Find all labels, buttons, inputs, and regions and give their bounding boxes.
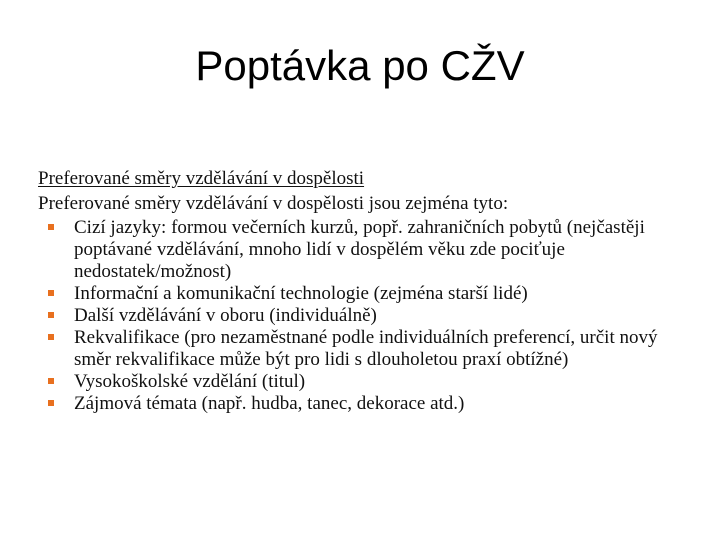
list-item bbox=[38, 371, 698, 393]
list-item bbox=[38, 283, 698, 305]
square-bullet-icon bbox=[48, 334, 54, 340]
list-item bbox=[38, 327, 698, 371]
square-bullet-icon bbox=[48, 378, 54, 384]
intro-text: Preferované směry vzdělávání v dospělosti jsou zejména tyto: bbox=[38, 193, 509, 214]
list-item-text: Zájmová témata (např. hudba, tanec, dekorace atd.) bbox=[74, 393, 465, 414]
slide-title: Poptávka po CŽV bbox=[195, 42, 525, 89]
list-item-text: Vysokoškolské vzdělání (titul) bbox=[74, 371, 306, 392]
list-item-text: Rekvalifikace (pro nezaměstnané podle individuálních preferencí, určit nový směr rekvalifikace může být pro lidi s dlouholetou praxí obtížné) bbox=[74, 327, 658, 370]
document-content bbox=[38, 168, 698, 415]
square-bullet-icon bbox=[48, 400, 54, 406]
square-bullet-icon bbox=[48, 312, 54, 318]
list-item bbox=[38, 305, 698, 327]
section-heading: Preferované směry vzdělávání v dospělosti bbox=[38, 168, 365, 189]
square-bullet-icon bbox=[48, 224, 54, 230]
list-item-text: Další vzdělávání v oboru (individuálně) bbox=[74, 305, 377, 326]
list-item bbox=[38, 217, 698, 283]
list-item-text: Cizí jazyky: formou večerních kurzů, popř. zahraničních pobytů (nejčastěji poptávané vzdělávání, mnoho lidí v dospělém věku zde pociťuje nedostatek/možnost) bbox=[74, 217, 645, 282]
bullet-list bbox=[38, 217, 698, 415]
square-bullet-icon bbox=[48, 290, 54, 296]
list-item-text: Informační a komunikační technologie (zejména starší lidé) bbox=[74, 283, 528, 304]
list-item bbox=[38, 393, 698, 415]
